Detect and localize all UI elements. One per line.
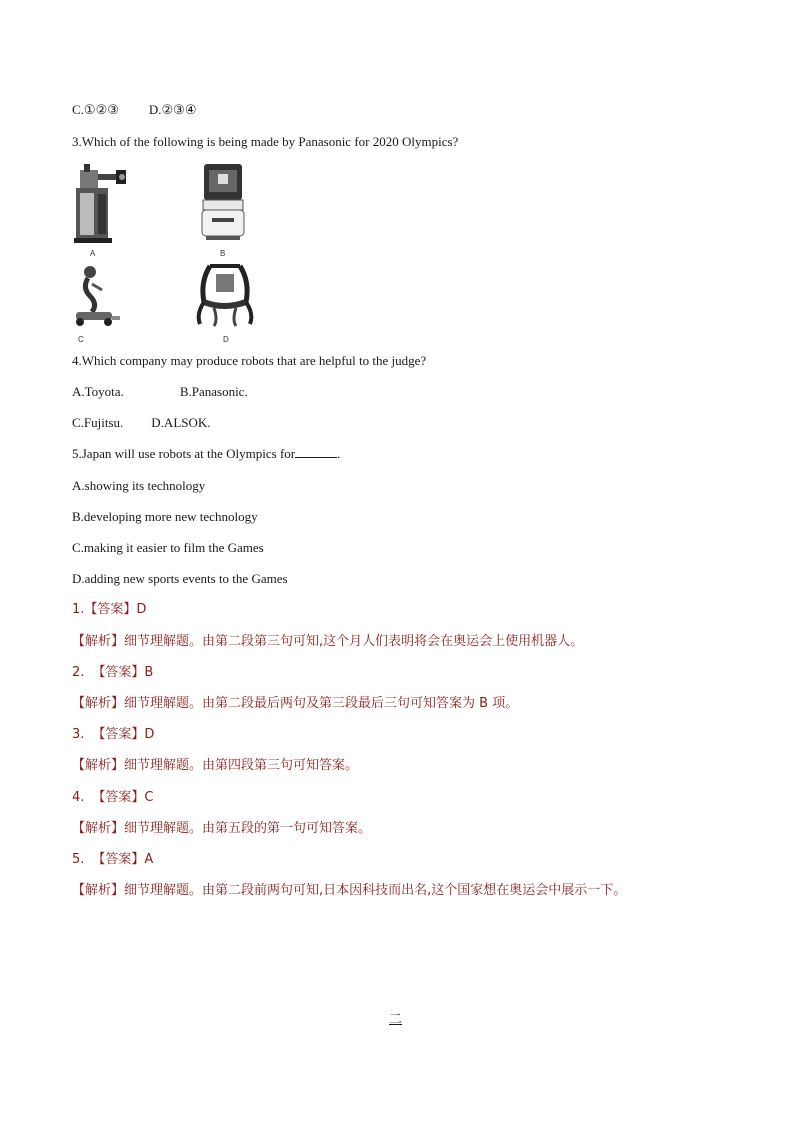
q3-image-d [194, 262, 256, 330]
page-number: 二 [389, 1012, 403, 1027]
q2-option-c: C.①②③ [72, 102, 119, 117]
q4-options-row-2 [72, 415, 211, 431]
answer-1: 1.【答案】D [72, 602, 147, 617]
q3-image-a [72, 160, 132, 245]
power-assist-suit-icon [194, 262, 256, 330]
answer-3: 3. 【答案】D [72, 727, 155, 742]
analysis-1: 【解析】细节理解题。由第二段第三句可知,这个月人们表明将会在奥运会上使用机器人。 [72, 634, 584, 649]
q4-option-b: B.Panasonic. [179, 384, 248, 399]
analysis-2: 【解析】细节理解题。由第二段最后两句及第三段最后三句可知答案为 B 项。 [72, 696, 519, 711]
q3-image-d-label: D [223, 335, 229, 344]
q2-option-d: D.②③④ [148, 102, 197, 117]
q4-option-d: D.ALSOK. [151, 415, 211, 430]
q4-options-row-1 [72, 384, 248, 400]
q5-stem: 5.Japan will use robots at the Olympics for . [72, 446, 341, 461]
q3-image-b-label: B [220, 249, 226, 258]
q5-answer-blank [295, 446, 337, 458]
q5-option-c: C.making it easier to film the Games [72, 540, 264, 555]
answer-2: 2. 【答案】B [72, 665, 154, 680]
q5-option-a: A.showing its technology [72, 478, 206, 493]
q4-option-c: C.Fujitsu. [72, 415, 124, 430]
kiosk-robot-icon [200, 162, 246, 242]
analysis-3: 【解析】细节理解题。由第四段第三句可知答案。 [72, 758, 359, 773]
q5-option-d: D.adding new sports events to the Games [72, 571, 288, 586]
q4-option-a: A.Toyota. [72, 384, 124, 399]
q2-options-row [72, 102, 197, 118]
q5-option-b: B.developing more new technology [72, 509, 258, 524]
q3-image-b [200, 162, 246, 242]
analysis-5: 【解析】细节理解题。由第二段前两句可知,日本因科技而出名,这个国家想在奥运会中展示一下。 [72, 883, 627, 898]
q3-image-a-label: A [90, 249, 96, 258]
q3-stem: 3.Which of the following is being made by Panasonic for 2020 Olympics? [72, 134, 459, 149]
answer-5: 5. 【答案】A [72, 852, 154, 867]
q4-stem: 4.Which company may produce robots that are helpful to the judge? [72, 353, 427, 368]
q3-image-c [72, 264, 132, 328]
robot-arm-machine-icon [72, 160, 132, 245]
answer-4: 4. 【答案】C [72, 790, 154, 805]
analysis-4: 【解析】细节理解题。由第五段的第一句可知答案。 [72, 821, 372, 836]
humanoid-robot-icon [72, 264, 132, 328]
q3-image-c-label: C [78, 335, 84, 344]
